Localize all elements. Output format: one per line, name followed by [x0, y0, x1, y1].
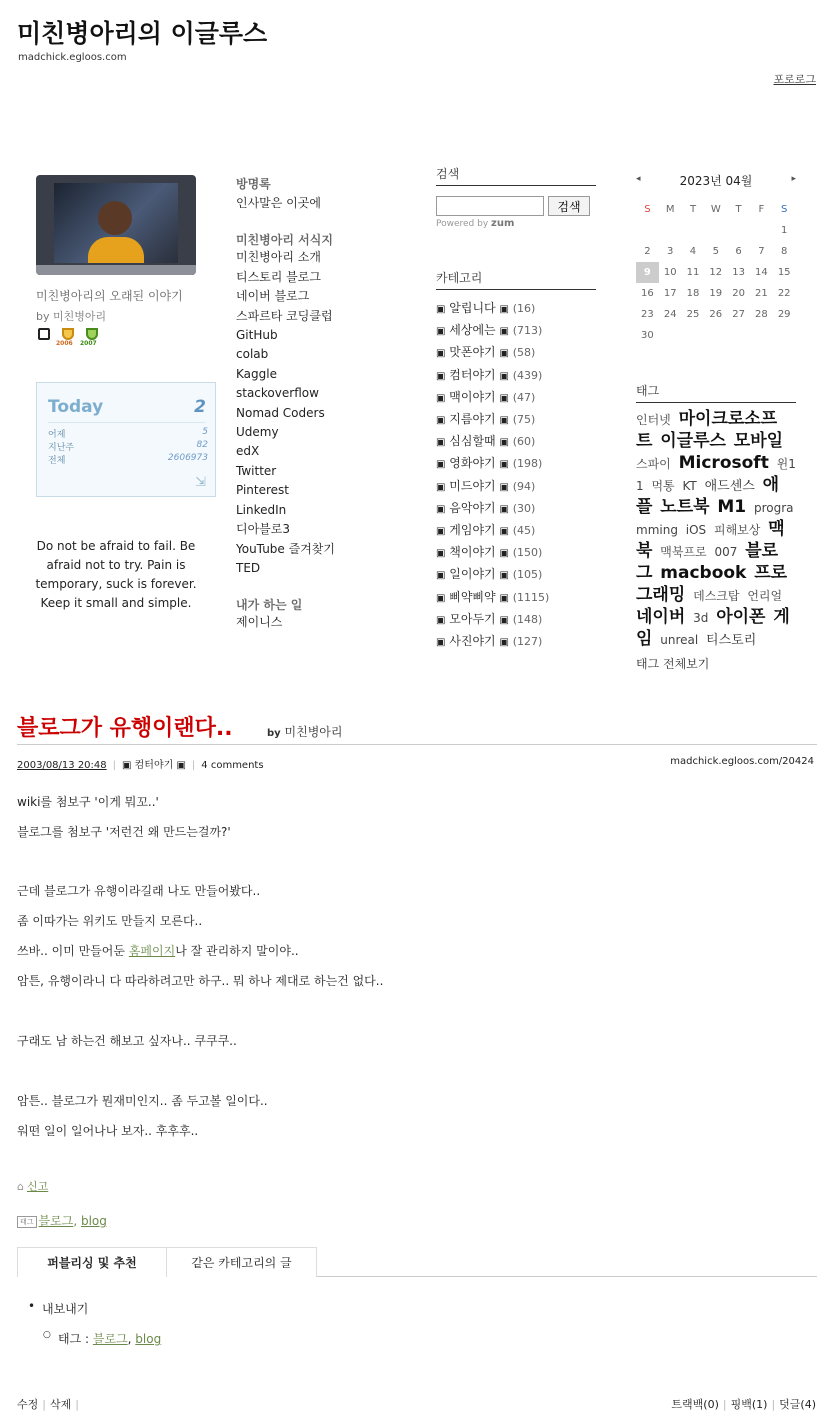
square-icon: ▣	[436, 415, 446, 427]
tag-link[interactable]: 블로그	[636, 541, 779, 583]
divider	[48, 422, 206, 423]
square-icon: ▣	[499, 637, 509, 649]
format-link[interactable]: GitHub	[236, 328, 278, 343]
post-paragraph: wiki를 첨보구 '이게 뭐꼬..'	[17, 795, 159, 809]
format-link[interactable]: Nomad Coders	[236, 405, 325, 420]
post-actions: 수정 | 삭제 |	[17, 1398, 79, 1411]
calendar-day[interactable]: 19	[709, 288, 723, 299]
tag-link[interactable]: 맥북	[636, 519, 785, 561]
square-icon: ▣	[499, 481, 509, 493]
calendar-weekday: M	[665, 204, 675, 215]
category-count: (105)	[512, 568, 543, 582]
all-tags-link[interactable]: 태그 전체보기	[636, 657, 710, 671]
square-icon: ▣	[436, 503, 446, 515]
calendar-day[interactable]: 20	[732, 288, 745, 299]
calendar-day	[659, 220, 682, 241]
post-byline	[267, 723, 342, 740]
square-icon: ▣	[499, 326, 509, 338]
category-item[interactable]	[436, 431, 596, 453]
category-name: 음악야기	[449, 500, 496, 515]
trackback-link[interactable]: 트랙백(0)	[671, 1398, 719, 1411]
category-count: (1115)	[512, 590, 550, 604]
square-icon: ▣	[499, 548, 509, 560]
motto-text: Do not be afraid to fail. Be afraid not to try. Pain is temporary, suck is forever. Keep it small and simple.	[35, 539, 197, 610]
calendar-day	[682, 220, 705, 241]
format-link[interactable]: Udemy	[236, 425, 279, 440]
guestbook-link[interactable]: 인사말은 이곳에	[236, 196, 321, 210]
calendar-weekday: S	[781, 204, 788, 215]
square-icon: ▣	[436, 392, 446, 404]
square-icon: ▣	[436, 370, 446, 382]
format-link[interactable]: YouTube 즐겨찾기	[236, 541, 335, 556]
tag-link[interactable]: 모바일	[733, 431, 784, 451]
search-button[interactable]: 검색	[548, 196, 590, 216]
tag-icon: 태그	[17, 1216, 37, 1228]
square-icon: ▣	[499, 304, 509, 315]
search-input[interactable]	[436, 196, 544, 216]
tag-link[interactable]: 맥북프로	[660, 545, 707, 559]
format-link[interactable]: edX	[236, 444, 260, 459]
category-item[interactable]	[436, 631, 596, 653]
report-label: 신고	[26, 1180, 49, 1193]
stat-label: 전체	[48, 456, 66, 466]
badge-icon[interactable]	[36, 328, 52, 348]
calendar-day[interactable]: 25	[686, 309, 700, 320]
category-count: (94)	[512, 479, 536, 493]
category-name: 알립니다	[449, 301, 496, 315]
category-item[interactable]	[436, 542, 596, 564]
tag-link[interactable]: 007	[714, 545, 738, 559]
format-link[interactable]: colab	[236, 347, 269, 362]
calendar-column	[636, 172, 796, 672]
format-link[interactable]: 디아블로3	[236, 522, 291, 537]
format-link[interactable]: 네이버 블로그	[236, 289, 310, 304]
profile-description: 미친병아리의 오래된 이야기	[36, 289, 183, 303]
category-name: 삐약삐약	[449, 589, 496, 604]
square-icon: ▣	[436, 614, 446, 626]
calendar-day[interactable]: 30	[641, 330, 654, 341]
post-date[interactable]: 2003/08/13 20:48	[17, 760, 107, 771]
export-tags-label: 태그 :	[58, 1332, 90, 1346]
category-item[interactable]	[436, 498, 596, 520]
tag-link[interactable]: 애드센스	[704, 479, 755, 494]
format-link[interactable]: LinkedIn	[236, 502, 287, 517]
category-count: (60)	[512, 435, 536, 449]
post-tag-link[interactable]: blog	[80, 1214, 107, 1228]
square-icon: ▣	[499, 437, 509, 449]
export-tags: ○ 태그 : 블로그, blog	[58, 1330, 161, 1347]
powered-label: Powered by	[436, 219, 489, 229]
square-icon: ▣	[499, 526, 509, 538]
square-icon: ▣	[436, 526, 446, 538]
tag-link[interactable]: 스파이	[636, 457, 671, 471]
formats-list	[236, 248, 416, 578]
search-column	[436, 165, 596, 653]
calendar-day[interactable]: 24	[663, 309, 677, 320]
post-paragraph: 좀 이따가는 위키도 만들지 모른다..	[17, 914, 203, 928]
calendar-day[interactable]: 6	[735, 246, 742, 257]
category-count: (713)	[512, 324, 543, 338]
category-count: (47)	[512, 390, 536, 404]
category-item[interactable]	[436, 564, 596, 586]
tag-link[interactable]: 먹통	[651, 479, 675, 493]
square-icon: ▣	[436, 459, 446, 471]
calendar-day[interactable]: 3	[667, 246, 674, 257]
calendar-day[interactable]: 9	[636, 262, 659, 283]
profile-image[interactable]	[36, 175, 196, 275]
category-item[interactable]	[436, 453, 596, 475]
trophy-icon[interactable]	[56, 328, 76, 348]
tag-link[interactable]: 애플	[636, 475, 780, 517]
powered-by	[436, 218, 596, 229]
work-link[interactable]: 제이니스	[236, 615, 283, 630]
reply-link[interactable]: 덧글(4)	[779, 1398, 816, 1411]
work-heading: 내가 하는 일	[236, 598, 303, 613]
stat-row-lastweek	[48, 440, 208, 453]
trophy-icon[interactable]	[80, 328, 100, 348]
category-heading: 카테고리	[436, 269, 596, 290]
category-name: 영화야기	[449, 456, 496, 471]
tag-link[interactable]: 아이폰	[716, 607, 766, 627]
category-item[interactable]	[436, 320, 596, 342]
category-item[interactable]	[436, 409, 596, 431]
calendar-day[interactable]: 15	[777, 267, 791, 278]
category-count: (58)	[512, 346, 536, 360]
divider	[17, 744, 817, 745]
category-item[interactable]	[436, 342, 596, 364]
tag-link[interactable]: 피해보상	[714, 523, 761, 537]
stat-value: 82	[196, 440, 208, 450]
formats-heading: 미친병아리 서식지	[236, 233, 333, 248]
calendar-day[interactable]: 21	[755, 288, 768, 299]
category-item[interactable]	[436, 587, 596, 609]
visitor-counter	[36, 382, 216, 497]
square-icon: ▣	[499, 370, 509, 382]
post-paragraph: 근데 블로그가 유행이라길래 나도 만들어봤다..	[17, 884, 261, 898]
tag-heading: 태그	[636, 382, 796, 403]
post-title[interactable]: 블로그가 유행이랜다..	[17, 716, 233, 741]
badge-year: 2006	[56, 340, 73, 347]
category-name: 맥이야기	[449, 389, 496, 404]
lock-icon: ⌂	[17, 1180, 24, 1193]
tag-link[interactable]: 네이버	[636, 607, 686, 627]
post-paragraph: 구래도 남 하는건 해보고 싶자나.. 쿠쿠쿠..	[17, 1034, 237, 1048]
calendar-grid	[636, 199, 796, 346]
calendar-day[interactable]: 28	[755, 309, 768, 320]
badge-year: 2007	[80, 340, 97, 347]
post-permalink[interactable]: madchick.egloos.com/20424	[670, 756, 814, 767]
category-item[interactable]	[436, 365, 596, 387]
calendar-day	[704, 220, 727, 241]
calendar-day[interactable]: 23	[641, 309, 654, 320]
stat-value: 2606973	[167, 453, 208, 463]
category-item[interactable]	[436, 298, 596, 320]
download-icon[interactable]: ⇲	[195, 475, 206, 490]
calendar-weekday: W	[710, 204, 721, 215]
post-category[interactable]: ▣ 컴터야기 ▣	[122, 760, 186, 771]
square-icon: ▣	[499, 614, 509, 626]
tag-link[interactable]: 이글루스	[660, 431, 726, 451]
square-icon: ▣	[499, 459, 509, 471]
square-icon: ▣	[499, 503, 509, 515]
format-link[interactable]: stackoverflow	[236, 386, 319, 401]
category-count: (439)	[512, 368, 543, 382]
category-count: (16)	[512, 302, 536, 315]
tag-link[interactable]: 윈11	[636, 457, 796, 493]
tag-link[interactable]: 게임	[636, 607, 790, 649]
post-meta: 2003/08/13 20:48 | ▣ 컴터야기 ▣ | 4 comments	[17, 760, 264, 771]
tag-link[interactable]: 프로그래밍	[636, 563, 788, 605]
category-count: (75)	[512, 413, 536, 427]
calendar-day[interactable]: 29	[777, 309, 791, 320]
calendar-day[interactable]: 18	[686, 288, 700, 299]
category-name: 맛폰야기	[449, 345, 496, 360]
post-paragraph: 블로그를 첨보구 '저런건 왜 만드는걸까?'	[17, 825, 231, 839]
category-name: 게임야기	[449, 523, 496, 538]
post-tags: 태그 블로그, blog	[17, 1212, 107, 1229]
tag-link[interactable]: KT	[682, 479, 697, 493]
calendar-day	[727, 220, 750, 241]
links-column	[236, 175, 416, 633]
profile-column	[36, 175, 216, 497]
format-link[interactable]: 미친병아리 소개	[236, 250, 321, 265]
category-item[interactable]	[436, 520, 596, 542]
calendar-day[interactable]: 17	[663, 288, 677, 299]
format-link[interactable]: TED	[236, 560, 261, 575]
category-count: (127)	[512, 635, 543, 649]
text-span: 나 잘 관리하지 말이야..	[175, 944, 299, 958]
homepage-link[interactable]: 홈페이지	[128, 944, 176, 958]
export-tag-link[interactable]: 블로그	[92, 1332, 128, 1346]
category-item[interactable]	[436, 387, 596, 409]
square-icon: ▣	[436, 437, 446, 449]
category-name: 책이야기	[449, 545, 496, 560]
post-tag-link[interactable]: 블로그	[38, 1214, 74, 1228]
format-link[interactable]: Pinterest	[236, 483, 290, 498]
category-name: 미드야기	[449, 478, 496, 493]
tag-link[interactable]: 인터넷	[636, 413, 671, 427]
calendar-day[interactable]: 14	[755, 267, 768, 278]
calendar-prev-icon[interactable]: ◂	[636, 174, 641, 184]
calendar-day	[636, 220, 659, 241]
category-name: 세상에는	[449, 323, 496, 338]
calendar-day[interactable]: 26	[709, 309, 723, 320]
square-icon: ▣	[436, 570, 446, 582]
tag-link[interactable]: M1	[717, 497, 747, 517]
delete-link[interactable]: 삭제	[49, 1398, 72, 1411]
calendar-day[interactable]: 8	[780, 246, 788, 257]
guestbook-heading: 방명록	[236, 177, 271, 191]
tag-link[interactable]: 언리얼	[747, 589, 783, 603]
badge-list	[36, 328, 216, 348]
text-span: 쓰바.. 이미 만들어둔	[17, 944, 129, 958]
stat-row-yesterday	[48, 427, 208, 440]
category-item[interactable]	[436, 476, 596, 498]
square-icon: ▣	[499, 348, 509, 360]
calendar-day[interactable]: 22	[777, 288, 791, 299]
category-name: 모아두기	[449, 611, 496, 626]
calendar-weekday: T	[735, 204, 742, 215]
format-link[interactable]: 티스토리 블로그	[236, 269, 321, 284]
calendar-day[interactable]: 5	[712, 246, 719, 257]
square-icon: ▣	[436, 304, 446, 315]
tag-link[interactable]: 데스크탑	[693, 589, 740, 603]
tab-publishing[interactable]: 퍼블리싱 및 추천	[17, 1247, 167, 1277]
tag-link[interactable]: 마이크로소프트	[636, 409, 778, 451]
calendar-day[interactable]: 2	[644, 246, 651, 257]
square-icon: ▣	[499, 392, 509, 404]
category-count: (198)	[512, 457, 543, 471]
post-author[interactable]: 미친병아리	[284, 725, 343, 739]
calendar-day[interactable]: 4	[689, 246, 697, 257]
square-icon: ▣	[436, 481, 446, 493]
category-count: (148)	[512, 612, 543, 626]
square-icon: ▣	[499, 415, 509, 427]
stat-label: 지난주	[48, 443, 75, 453]
category-count: (150)	[512, 546, 543, 560]
category-count: (30)	[512, 501, 536, 515]
calendar-header	[636, 172, 796, 189]
calendar-weekday: T	[689, 204, 697, 215]
tag-link[interactable]: 노트북	[660, 497, 710, 517]
category-name: 심심할때	[449, 434, 496, 449]
square-icon: ▣	[499, 592, 509, 604]
category-count: (45)	[512, 524, 536, 538]
category-name: 사진야기	[449, 634, 496, 649]
calendar-day[interactable]: 12	[709, 267, 723, 278]
tag-link[interactable]: unreal	[660, 633, 699, 647]
search-form	[436, 196, 596, 216]
calendar-day[interactable]: 7	[758, 246, 765, 257]
square-icon: ▣	[436, 548, 446, 560]
tab-same-category[interactable]: 같은 카테고리의 글	[167, 1247, 317, 1277]
post-paragraph: 워떤 일이 일어나나 보자.. 후후후..	[17, 1124, 199, 1138]
format-link[interactable]: Twitter	[236, 463, 277, 478]
calendar-day[interactable]: 10	[663, 267, 677, 278]
category-item[interactable]	[436, 609, 596, 631]
post-paragraph	[17, 942, 299, 959]
calendar-day[interactable]: 11	[686, 267, 700, 278]
report-link[interactable]	[17, 1178, 48, 1194]
stat-value: 5	[202, 427, 208, 437]
today-count: 2	[194, 397, 206, 417]
tag-cloud	[636, 409, 796, 651]
prologue-link[interactable]: 포로로그	[773, 73, 816, 86]
category-name: 일이야기	[449, 567, 496, 582]
square-icon: ▣	[499, 570, 509, 582]
today-label: Today	[48, 397, 104, 417]
square-icon: ▣	[436, 326, 446, 338]
tag-link[interactable]: Microsoft	[678, 453, 769, 473]
blog-title[interactable]: 미친병아리의 이글루스	[17, 19, 268, 48]
tag-link[interactable]: 티스토리	[706, 633, 757, 648]
post-paragraph: 암튼.. 블로그가 뭔재미인지.. 좀 두고볼 일이다..	[17, 1094, 268, 1108]
category-list	[436, 298, 596, 653]
calendar-title: 2023년 04월	[679, 174, 753, 188]
post-counters: 트랙백(0) | 핑백(1) | 덧글(4)	[671, 1398, 816, 1411]
calendar-weekday: F	[758, 204, 765, 215]
tag-link[interactable]: macbook	[660, 563, 747, 583]
profile-author[interactable]: by 미친병아리	[36, 310, 107, 323]
powered-brand: zum	[491, 218, 515, 229]
pingback-link[interactable]: 핑백(1)	[730, 1398, 768, 1411]
stat-label: 어제	[48, 430, 66, 440]
tag-link[interactable]: programming	[636, 501, 794, 537]
calendar-day[interactable]: 16	[641, 288, 654, 299]
category-name: 지름야기	[449, 412, 496, 427]
square-icon: ▣	[436, 348, 446, 360]
post-paragraph: 암튼, 유행이라니 다 따라하려고만 하구.. 뭐 하나 제대로 하는건 없다..	[17, 974, 384, 988]
calendar-day[interactable]: 1	[780, 225, 788, 236]
format-link[interactable]: 스파르타 코딩클럽	[236, 308, 333, 323]
export-tag-link[interactable]: blog	[135, 1332, 162, 1346]
by-label: by	[267, 728, 281, 739]
edit-link[interactable]: 수정	[17, 1398, 39, 1411]
calendar-day	[750, 220, 773, 241]
category-name: 컴터야기	[449, 367, 496, 382]
square-icon: ▣	[436, 637, 446, 649]
calendar-next-icon[interactable]: ▸	[791, 174, 796, 184]
calendar-day[interactable]: 13	[732, 267, 745, 278]
blog-url: madchick.egloos.com	[18, 52, 127, 63]
export-item: • 내보내기	[42, 1300, 88, 1317]
calendar-day[interactable]: 27	[732, 309, 745, 320]
tag-link[interactable]: 3d	[693, 611, 709, 625]
post-tabs	[17, 1247, 817, 1277]
post-comments[interactable]: 4 comments	[201, 760, 264, 771]
square-icon: ▣	[436, 592, 446, 604]
format-link[interactable]: Kaggle	[236, 366, 277, 381]
search-heading: 검색	[436, 165, 596, 186]
calendar-weekday: S	[644, 204, 651, 215]
tag-link[interactable]: iOS	[685, 523, 707, 537]
stat-row-total	[48, 453, 208, 466]
